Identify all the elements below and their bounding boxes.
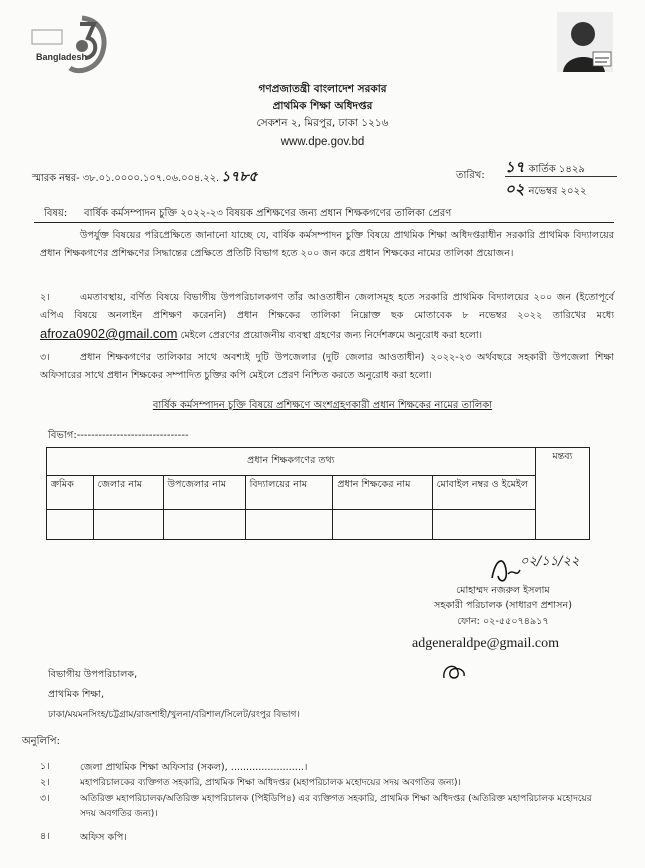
column-header: মোবাইল নম্বর ও ইমেইল (432, 476, 535, 510)
column-header: উপজেলার নাম (163, 476, 245, 510)
subject-label: বিষয়: (44, 208, 68, 219)
english-month-year: নভেম্বর ২০২২ (528, 186, 587, 197)
table-cell (432, 510, 535, 540)
list-item-text: অফিস কপি। (80, 832, 127, 843)
paragraph-2-tail: মেইলে প্রেরণের প্রয়োজনীয় ব্যবস্থা গ্রহণের জন্য নির্দেশক্রমে অনুরোধ করা হলো। (180, 330, 483, 341)
column-header: জেলার নাম (93, 476, 163, 510)
column-header: প্রধান শিক্ষকের নাম (333, 476, 432, 510)
list-item-number: ৩। (40, 793, 50, 804)
bangla-month-year: কার্তিক ১৪২৯ (528, 164, 585, 175)
paragraph-1 (40, 227, 614, 263)
table-cell (47, 510, 94, 540)
table-cell (245, 510, 333, 540)
paragraph-2-text: এমতাবস্থায়, বর্ণিত বিষয়ে বিভাগীয় উপপরিচালকগণ তাঁর আওতাধীন জেলাসমূহ হতে সরকারি প্রাথমিক বিদ্যালয়ের ২০০ জন (ইতোপূর্বে এপিএ বিষয়ে অনলাইন প্রশিক্ষণ করেননি) প্রধান শিক্ষকের তালিকা নিম্নোক্ত ছক মোতাবেক ৮ নভেম্বর ২০২২ তারিখের মধ্যে (40, 292, 614, 321)
signatory-email[interactable]: adgeneraldpe@gmail.com (412, 636, 559, 651)
teacher-list-table (46, 447, 590, 540)
list-item-number: ৪। (40, 831, 50, 842)
paragraph-2 (40, 289, 614, 345)
group-header: প্রধান শিক্ষকগণের তথ্য (47, 448, 536, 476)
addressee-line-1: বিভাগীয় উপপরিচালক, (48, 669, 138, 680)
copy-label: অনুলিপি: (22, 736, 60, 747)
division-label: বিভাগ:------------------------------- (48, 430, 189, 441)
memo-label: স্মারক নম্বর- ৩৮.০১.০০০০.১০৭.০৬.০০৪.২২. (32, 173, 220, 184)
column-header: বিদ্যালয়ের নাম (245, 476, 333, 510)
list-item-number: ২। (40, 777, 50, 788)
paragraph-3-text: প্রধান শিক্ষকগণের তালিকার সাথে অবশ্যই দুটি উপজেলার (দুটি জেলার আওতাধীন) ২০২২-২৩ অর্থবছরে সহকারী উপজেলা শিক্ষা অফিসারের সাথে প্রধান শিক্ষকের সম্পাদিত চুক্তির কপি মেইলে প্রেরণ নিশ্চিত করতে অনুরোধ করা হলো। (40, 352, 614, 381)
signatory-title: সহকারী পরিচালক (সাধারণ প্রশাসন) (434, 600, 572, 611)
addressee-line-2: প্রাথমিক শিক্ষা, (48, 689, 105, 700)
email-link[interactable]: afroza0902@gmail.com (40, 326, 178, 341)
memo-number (32, 165, 258, 189)
subject-divider (34, 222, 614, 223)
website-link[interactable]: www.dpe.gov.bd (280, 136, 365, 148)
initial-icon (440, 660, 470, 684)
english-day: ০২ (505, 180, 525, 198)
signatory-phone: ফোন: ০২-৫৫০৭৪৯১৭ (457, 616, 549, 627)
paragraph-1-text: উপর্যুক্ত বিষয়ের পরিপ্রেক্ষিতে জানানো যাচ্ছে যে, বার্ষিক কর্মসম্পাদন চুক্তি বিষয়ে প্রাথমিক শিক্ষা অধিদপ্তরাধীন সরকারি প্রাথমিক বিদ্যালয়ের প্রধান শিক্ষকগণের প্রশিক্ষণের সিদ্ধান্তের প্রেক্ষিতে প্রতিটি বিভাগ হতে ২০০ জন করে প্রধান শিক্ষকের নামের তালিকা প্রয়োজন। (40, 230, 614, 259)
table-cell (93, 510, 163, 540)
paragraph-3 (40, 349, 614, 385)
address: সেকশন ২, মিরপুর, ঢাকা ১২১৬ (256, 117, 389, 129)
list-item-text: অতিরিক্ত মহাপরিচালক/অতিরিক্ত মহাপরিচালক (পিইডিপি৪) এর ব্যক্তিগত সহকারি, প্রাথমিক শিক্ষা অধিদপ্তর (অতিরিক্ত মহাপরিচালক মহোদয়ের সদয় অবগতির জন্য)। (80, 794, 592, 819)
table-title-text: বার্ষিক কর্মসম্পাদন চুক্তি বিষয়ে প্রশিক্ষণে অংশগ্রহণকারী প্রধান শিক্ষকের নামের তালিকা (152, 400, 493, 411)
list-item-text: মহাপরিচালকের ব্যক্তিগত সহকারি, প্রাথমিক শিক্ষা অধিদপ্তর (মহাপরিচালক মহোদয়ের সদয় অবগতির জন্য)। (80, 778, 461, 788)
list-item-number: ১। (40, 761, 50, 772)
logo-label: Bangladesh (36, 52, 88, 62)
bangladesh-50-logo (22, 10, 114, 78)
date-block (505, 156, 623, 197)
paragraph-3-number: ৩। (40, 352, 50, 363)
paragraph-2-number: ২। (40, 292, 50, 303)
table-cell (333, 510, 432, 540)
signatory-name: মোহাম্মদ নজরুল ইসলাম (456, 585, 550, 596)
signature-date: ০২/১১/২২ (520, 554, 580, 569)
subject-line (44, 206, 614, 223)
list-item-text: জেলা প্রাথমিক শিক্ষা অফিসার (সকল), ........................। (80, 762, 308, 773)
memo-handwritten-number: ১৭৮৫ (221, 169, 258, 185)
initial-scrawl (440, 660, 470, 687)
portrait-image (557, 12, 613, 72)
addressee-line-3: ঢাকা/ময়মনসিংহ/চট্টগ্রাম/রাজশাহী/খুলনা/বরিশাল/সিলেট/রংপুর বিভাগ। (48, 710, 300, 720)
logo-50-emblem-icon (22, 10, 114, 78)
table-cell (163, 510, 245, 540)
date-label: তারিখ: (456, 170, 485, 181)
subject-text: বার্ষিক কর্মসম্পাদন চুক্তি ২০২২-২৩ বিষয়ক প্রশিক্ষণের জন্য প্রধান শিক্ষকগণের তালিকা প্রেরণ (84, 208, 452, 219)
column-header: ক্রমিক (47, 476, 94, 510)
table-title (0, 398, 645, 415)
remarks-header: মন্তব্য (535, 448, 589, 540)
govt-name: গণপ্রজাতন্ত্রী বাংলাদেশ সরকার (258, 83, 387, 95)
bangla-day: ১৭ (505, 158, 525, 176)
department-name: প্রাথমিক শিক্ষা অধিদপ্তর (272, 100, 373, 112)
